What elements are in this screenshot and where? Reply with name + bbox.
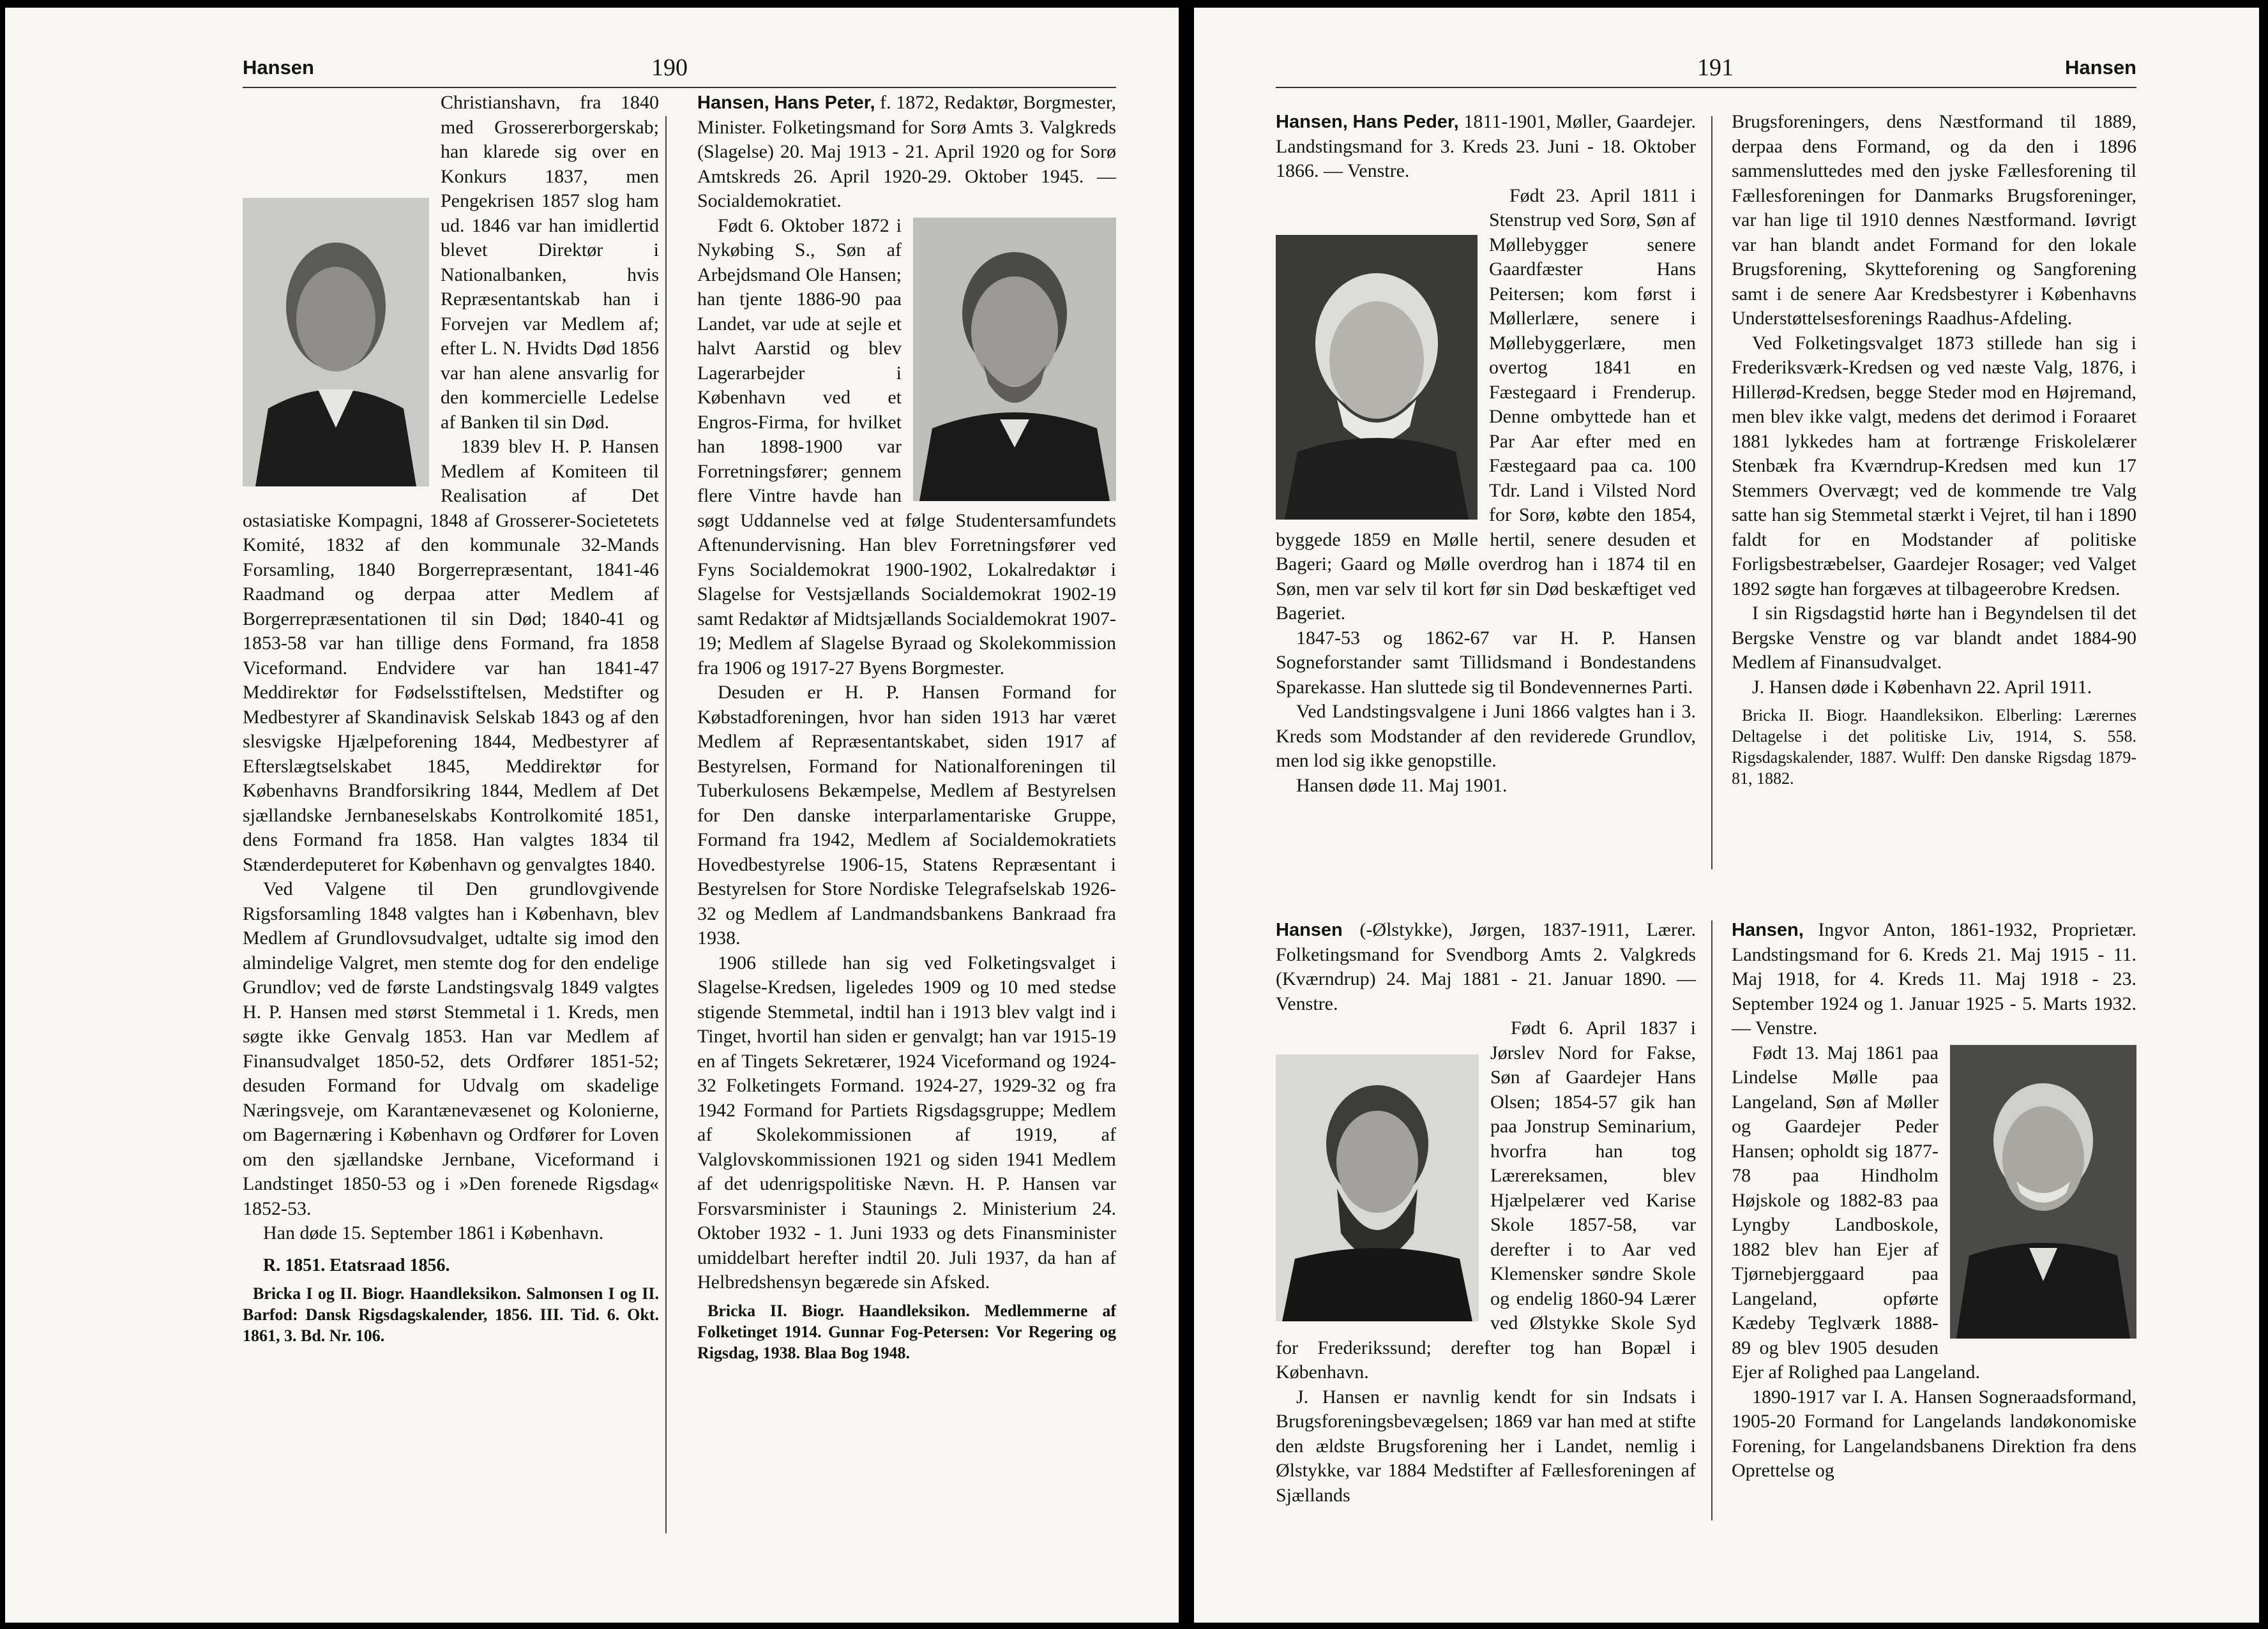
paragraph: J. Hansen døde i København 22. April 1911. <box>1752 676 2092 698</box>
paragraph: I sin Rigsdagstid hørte han i Begyndelsen til det Bergske Venstre og var blandt andet 1884-90 Medlem af Finansudvalget. <box>1732 603 2136 673</box>
paragraph: J. Hansen er navnlig kendt for sin Indsats i Brugsforeningsbevægelsen; 1869 var han med at stifte den ældste Brugsforening her i Landet, nemlig i Ølstykke, var 1884 Medstifter af Fællesforeningen af Sjællands <box>1276 1386 1696 1506</box>
running-header-left <box>243 50 1116 88</box>
paragraph: 1839 blev H. P. Hansen Medlem af Komiteen til Realisation af Det ostasiatiske Kompagni, 1848 af Grosserer-Societetets Komité, 1832 af den kommunale 32-Mands Forsamling, 1840 Borgerrepræsentant, 1841-46 Raadmand og derpaa atter Medlem af Borgerrepræsentationen til sin Død; 1840-41 og 1853-58 var han tillige dens Formand, fra 1858 Viceformand. Endvidere var han 1841-47 Meddirektør for Fødselsstiftelsen, Medstifter og Medbestyrer af Skandinavisk Selskab 1843 og af den slesvigske Hjælpeforening 1844, Medbestyrer af Efterslægtselskabet 1845, Meddirektør for Københavns Brandforsikring 1844, Medlem af Det sjællandske Jernbaneselskabs Kontrolkomité 1851, dens Formand fra 1858. Han valgtes 1834 til Stænderdeputeret for København og genvalgtes 1840. <box>243 436 659 875</box>
decorations-line: R. 1851. Etatsraad 1856. <box>263 1255 450 1275</box>
portrait-photo <box>1276 235 1478 520</box>
portrait-photo <box>913 218 1116 501</box>
column-divider <box>1711 920 1712 1520</box>
paragraph: Født 6. April 1837 i Jørslev Nord for Fakse, Søn af Gaardejer Hans Olsen; 1854-57 gik han paa Jonstrup Seminarium, hvorfra han tog Lærereksamen, blev Hjælpelærer ved Karise Skole 1857-58, var derefter i to Aar ved Klemensker søndre Skole og endelig 1860-94 Lærer ved Ølstykke Skole Syd for Frederikssund; derefter tog han Bopæl i København. <box>1276 1017 1696 1383</box>
entry-summary: 1837-1911, Lærer. Folketingsmand for Svendborg Amts 2. Valgkreds (Kværndrup) 24. Maj 1881 - 21. Januar 1890. — Venstre. <box>1276 919 1697 1014</box>
header-name: Hansen <box>2065 56 2136 79</box>
entry-summary: 1811-1901, Møller, Gaardejer. Landstingsmand for 3. Kreds 23. Juni - 18. Oktober 1866. — Venstre. <box>1276 111 1697 181</box>
paragraph: Brugsforeningers, dens Næstformand til 1889, derpaa dens Formand, og da den i 1896 sammensluttedes med den jyske Fællesforening til Fællesforeningen for Danmarks Brugsforeninger, var han lige til 1910 dennes Næstformand. Iøvrigt var han blandt andet Formand for den lokale Brugsforening, Skytteforening og Sangforening samt i de senere Aar Kredsbestyrer i Københavns Understøttelsesforenings Raadhus-Afdeling. <box>1732 111 2136 329</box>
entry-heading <box>1276 110 1696 184</box>
paragraph: Født 23. April 1811 i Stenstrup ved Sorø, Søn af Møllebygger senere Gaardfæster Hans Peitersen; kom først i Møllerlære, senere i Møllebyggerlære, men overtog 1841 en Fæstegaard i Frenderup. Denne ombyttede han et Par Aar efter med en Fæstegaard paa ca. 100 Tdr. Land i Vilsted Nord for Sorø, købte den 1854, byggede 1859 en Mølle hertil, senere desuden et Bageri; Gaard og Mølle overdrog han i 1874 til en Søn, men var selv til kort før sin Død beskæftiget ved Bageriet. <box>1276 184 1696 624</box>
entry-given-name: Ingvor Anton, <box>1818 919 1935 940</box>
entry-text <box>1276 1016 1696 1385</box>
right-page <box>1194 8 2259 1623</box>
sources-note: Bricka II. Biogr. Haandleksikon. Elberling: Lærernes Deltagelse i det politiske Liv, 1914, S. 558. Rigsdagskalender, 1887. Wulff: Den danske Rigsdag 1879-81, 1882. <box>1732 706 2136 788</box>
portrait-photo <box>1950 1045 2136 1339</box>
entry-given-name: Hans Peder, <box>1352 112 1459 132</box>
entry-given-name: Hans Peter, <box>774 93 875 113</box>
paragraph: Hansen døde 11. Maj 1901. <box>1296 774 1508 796</box>
running-header-right <box>1276 50 2136 88</box>
entry-text <box>1732 1041 2136 1385</box>
paragraph: 1890-1917 var I. A. Hansen Sogneraadsformand, 1905-20 Formand for Langelands landøkonomiske Forening, for Langelandsbanens Direktion fra dens Oprettelse og <box>1732 1386 2136 1481</box>
paragraph: Desuden er H. P. Hansen Formand for Købstadforeningen, hvor han siden 1913 har været Medlem af Repræsentantskabet, siden 1917 af Bestyrelsen, Formand for Nationalforeningen til Tuberkulosens Bekæmpelse, Medlem af Bestyrelsen for Den danske interparlamentariske Gruppe, Formand fra 1942, Medlem af Socialdemokratiets Hovedbestyrelse 1906-15, Statens Repræsentant i Bestyrelsen for Store Nordiske Telegrafselskab 1926-32 og Medlem af Landmandsbankens Bankraad fra 1938. <box>697 682 1116 949</box>
entry-surname: Hansen, <box>697 93 769 113</box>
portrait-photo <box>1276 1055 1479 1321</box>
paragraph: 1847-53 og 1862-67 var H. P. Hansen Sogneforstander samt Tillidsmand i Bondestandens Sparekasse. Han sluttede sig til Bondevennernes Parti. <box>1276 627 1696 698</box>
entry-summary: f. 1872, Redaktør, Borgmester, Minister. Folketingsmand for Sorø Amts 3. Valgkreds (Slagelse) 20. Maj 1913 - 21. April 1920 og for Sorø Amtskreds 26. April 1920-29. Oktober 1945. — Socialdemokratiet. <box>697 92 1117 211</box>
right-page-column-1-top <box>1276 110 1696 798</box>
right-page-column-2-bottom <box>1732 918 2136 1483</box>
left-page <box>5 8 1179 1623</box>
column-divider <box>665 116 667 1533</box>
paragraph: Han døde 15. September 1861 i København. <box>263 1222 604 1243</box>
left-page-column-1 <box>243 91 659 1346</box>
entry-surname: Hansen <box>1276 920 1343 940</box>
entry-text <box>697 214 1116 681</box>
right-page-column-2-top <box>1732 110 2136 789</box>
paragraph: Født 6. Oktober 1872 i Nykøbing S., Søn af Arbejdsmand Ole Hansen; han tjente 1886-90 paa Landet, var ude at sejle et halvt Aarstid og blev Lagerarbejder i København ved et Engros-Firma, for hvilket han 1898-1900 var Forretningsfører; gennem flere Vintre havde han søgt Uddannelse ved at følge Studentersamfundets Aftenundervisning. Han blev Forretningsfører ved Fyns Socialdemokrat 1900-1902, Lokalredaktør i Slagelse for Vestsjællands Socialdemokrat 1902-19 samt Redaktør af Midtsjællands Socialdemokrat 1907-19; Medlem af Slagelse Byraad og Skolekommission fra 1906 og 1917-27 Byens Borgmester. <box>697 214 1116 679</box>
column-divider <box>1711 116 1712 869</box>
sources-note: Bricka I og II. Biogr. Haandleksikon. Salmonsen I og II. Barfod: Dansk Rigsdagskalender, 1856. III. Tid. 6. Okt. 1861, 3. Bd. Nr. 106. <box>243 1284 659 1345</box>
header-name: Hansen <box>243 56 314 79</box>
entry-surname: Hansen, <box>1276 112 1348 132</box>
paragraph: Ved Valgene til Den grundlovgivende Rigsforsamling 1848 valgtes han i København, blev Medlem af Grundlovsudvalget, udtalte sig imod den almindelige Valgret, men stemte dog for den endelige Grundlov; ved de første Landstingsvalg 1849 valgtes H. P. Hansen med størst Stemmetal i 1. Kreds, men søgte ikke Genvalg 1853. Han var Medlem af Finansudvalget 1850-52, dets Ordfører 1851-52; desuden Formand for Udvalg om skadelige Næringsveje, om Karantænevæsenet og Kolonierne, om Bagernæring i København og Ordfører for Loven om den sjællandske Jernbane, Viceformand i Landstinget 1850-53 og i »Den forenede Rigsdag« 1852-53. <box>243 878 659 1219</box>
paragraph: Christianshavn, fra 1840 med Grossererborgerskab; han klarede sig over en Konkurs 1837, men Pengekrisen 1857 slog ham ud. 1846 var han imidlertid blevet Direktør i Nationalbanken, hvis Repræsentantskab han i Forvejen var Medlem af; efter L. N. Hvidts Død 1856 var han alene ansvarlig for den kommercielle Ledelse af Banken til sin Død. <box>441 92 659 433</box>
paragraph: 1906 stillede han sig ved Folketingsvalget i Slagelse-Kredsen, ligeledes 1909 og 10 med stedse stigende Stemmetal, indtil han i 1913 blev valgt ind i Tinget, hvortil han siden er genvalgt; han var 1915-19 en af Tingets Sekretærer, 1924 Viceformand og 1924-32 Folketingets Formand. 1924-27, 1929-32 og fra 1942 Formand for Partiets Rigsdagsgruppe; Medlem af Skolekommissionen af 1919, af Valglovskommissionen 1921 og siden 1941 Medlem af det udenrigspolitiske Nævn. H. P. Hansen var Forsvarsminister i Staunings 2. Ministerium 24. Oktober 1932 - 1. Juni 1933 og dets Finansminister umiddelbart herefter indtil 20. Juli 1937, da han af Helbredshensyn begærede sin Afsked. <box>697 952 1116 1293</box>
entry-text <box>243 91 659 435</box>
portrait-photo <box>243 198 429 486</box>
page-number: 190 <box>651 54 688 81</box>
entry-heading <box>1732 918 2136 1041</box>
entry-heading <box>697 91 1116 214</box>
right-page-column-1-bottom <box>1276 918 1696 1508</box>
entry-text <box>1276 184 1696 626</box>
entry-given-name: (-Ølstykke), Jørgen, <box>1359 919 1525 940</box>
paragraph: Født 13. Maj 1861 paa Lindelse Mølle paa Langeland, Søn af Møller og Gaardejer Peder Hansen; opholdt sig 1877-78 paa Hindholm Højskole og 1882-83 paa Lyngby Landboskole, 1882 blev han Ejer af Tjørnebjerggaard paa Langeland, opførte Kædeby Teglværk 1888-89 og blev 1905 desuden Ejer af Rolighed paa Langeland. <box>1732 1042 1981 1383</box>
entry-heading <box>1276 918 1696 1016</box>
paragraph: Ved Landstingsvalgene i Juni 1866 valgtes han i 3. Kreds som Modstander af den reviderede Grundlov, men lod sig ikke genopstille. <box>1276 701 1696 771</box>
paragraph: Ved Folketingsvalget 1873 stillede han sig i Frederiksværk-Kredsen og ved næste Valg, 1876, i Hillerød-Kredsen, begge Steder mod en Højremand, men blev ikke valgt, medens det derimod i Foraaret 1881 lykkedes ham at fortrænge Friskolelærer Stenbæk fra Kværndrup-Kredsen med kun 17 Stemmers Overvægt; ved de kommende tre Valg satte han sig Stemmetal stærkt i Vejret, til han i 1890 faldt for en Modstander af politiske Forligsbestræbelser, Gaardejer Rosager; ved Valget 1892 søgte han forgæves at tilbageerobre Kredsen. <box>1732 332 2136 599</box>
sources-note: Bricka II. Biogr. Haandleksikon. Medlemmerne af Folketinget 1914. Gunnar Fog-Petersen: Vor Regering og Rigsdag, 1938. Blaa Bog 1948. <box>697 1301 1116 1362</box>
entry-surname: Hansen, <box>1732 920 1804 940</box>
page-number: 191 <box>1697 54 1734 81</box>
entry-summary: 1861-1932, Proprietær. Landstingsmand for 6. Kreds 21. Maj 1915 - 11. Maj 1918, for 4. Kreds 11. Maj 1918 - 23. September 1924 og 1. Januar 1925 - 5. Marts 1932. — Venstre. <box>1732 919 2137 1039</box>
left-page-column-2 <box>697 91 1116 1363</box>
